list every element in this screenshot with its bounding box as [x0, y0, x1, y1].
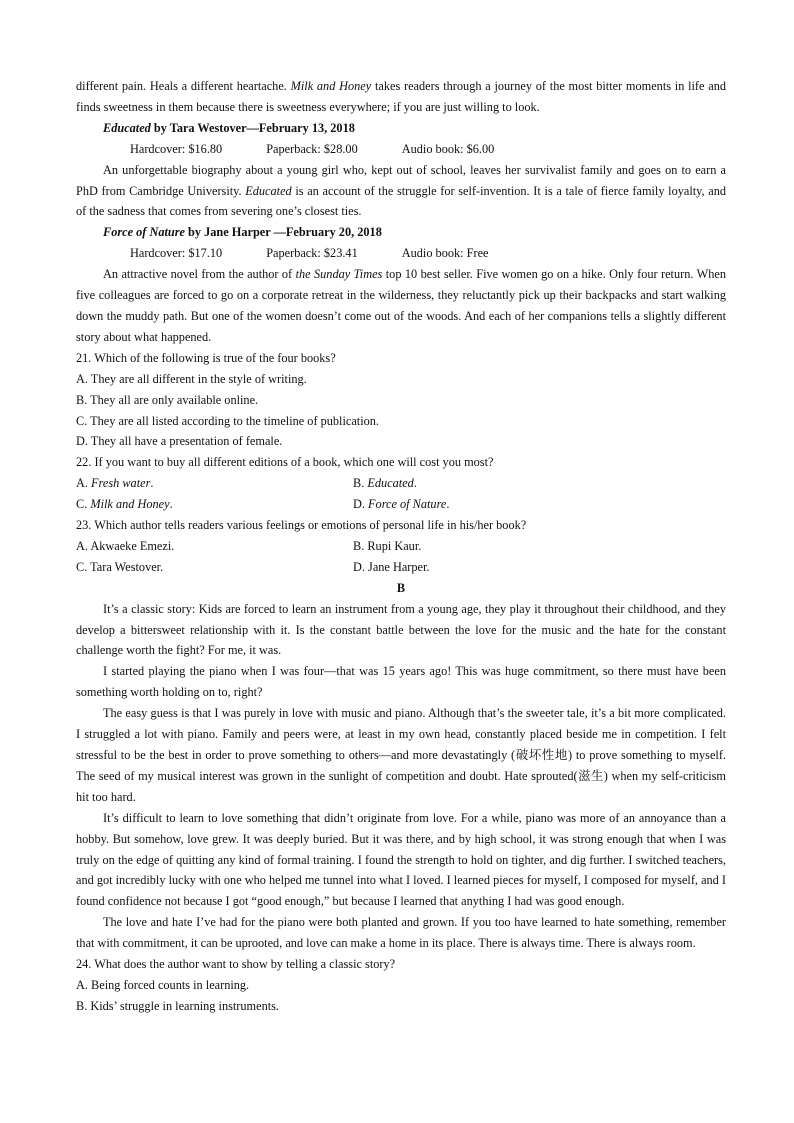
section-b-paragraph-4: It’s difficult to learn to love something that didn’t originate from love. For a while, piano was more of an annoyance than a hobby. But somehow, love grew. It was deeply buried. But it was there, and by high school, it was strong enough that when I was truly on the edge of quitting any kind of formal training. I found the strength to hold on tighter, and dig further. I switched teachers, and got incredibly lucky with one who helped me tunnel into what I loved. I learned pieces for myself, I composed for myself, and I found confidence not because I got “good enough,” but because I learned that anything I had was good enough. — [76, 810, 726, 909]
question-24-stem: 24. What does the author want to show by telling a classic story? — [76, 957, 396, 972]
paperback-price: Paperback: $23.41 — [266, 246, 358, 261]
intro-paragraph-tail — [76, 76, 726, 118]
book-heading-educated — [76, 118, 726, 139]
question-23-options-row-2 — [76, 557, 726, 578]
book-title: Educated — [103, 120, 151, 135]
question-22-option-d: D. Force of Nature. — [353, 497, 450, 512]
intro-book-title: Milk and Honey — [290, 79, 372, 93]
section-b-paragraph-3: The easy guess is that I was purely in love with music and piano. Although that’s the sweeter tale, it’s a bit more complicated. I struggled a lot with piano. Family and peers were, at least in my own head, constantly placed beside me in competition. I felt stressful to be the best in order to prove something to others—and more devastatingly (破坏性地) to prove something to myself. The seed of my musical interest was grown in the sunlight of competition and doubt. Hate sprouted(滋生) when my self-criticism hit too hard. — [76, 706, 726, 804]
hardcover-price: Hardcover: $16.80 — [130, 141, 223, 156]
section-b-paragraph-1: It’s a classic story: Kids are forced to learn an instrument from a young age, they play it throughout their childhood, and they develop a bittersweet relationship with it. Is the constant battle between the love for the music and the hate for the constant challenge worth the fight? For me, it was. — [76, 601, 726, 658]
intro-text-end: takes readers through a journey of the most bitter moments in life and finds sweetness in them because there is sweetness everywhere; if you are just willing to look. — [76, 79, 726, 114]
document-page — [76, 76, 726, 1017]
desc-text: An unforgettable biography about a young girl who, kept out of school, leaves her survivalist family and goes on to earn a PhD from Cambridge University. — [76, 162, 726, 198]
book-title: Force of Nature — [103, 225, 185, 240]
book-heading-force-of-nature — [76, 222, 726, 243]
hardcover-price: Hardcover: $17.10 — [130, 246, 223, 261]
desc-italic-title: Educated — [245, 183, 292, 198]
question-23-option-c: C. Tara Westover. — [76, 559, 164, 574]
book-byline: by Jane Harper —February 20, 2018 — [184, 225, 382, 240]
book-description-force-of-nature — [76, 264, 726, 348]
section-b-paragraph-2: I started playing the piano when I was four—that was 15 years ago! This was huge commitment, so there must have been something worth holding on to, right? — [76, 664, 726, 700]
question-21-option-a: A. They are all different in the style of writing. — [76, 371, 307, 386]
question-22-options-row-2 — [76, 494, 726, 515]
book-prices-educated — [76, 139, 726, 160]
desc-italic-title: the Sunday Times — [295, 267, 383, 282]
question-23-option-d: D. Jane Harper. — [353, 559, 430, 574]
question-23-option-a: A. Akwaeke Emezi. — [76, 538, 175, 553]
question-21-option-c: C. They are all listed according to the timeline of publication. — [76, 413, 380, 428]
intro-text: different pain. Heals a different heartache. — [76, 79, 291, 93]
book-prices-force-of-nature — [76, 243, 726, 264]
question-22-stem: 22. If you want to buy all different editions of a book, which one will cost you most? — [76, 455, 494, 470]
section-b-paragraph-5: The love and hate I’ve had for the piano were both planted and grown. If you too have learned to hate something, remember that with commitment, it can be uprooted, and love can make a home in its place. There is always time. There is always room. — [76, 915, 726, 951]
desc-text-end: is an account of the struggle for self-invention. It is a tale of fierce family loyalty, and of the sadness that comes from severing one’s closest ties. — [76, 183, 726, 219]
audio-price: Audio book: Free — [401, 246, 489, 261]
question-24-option-b: B. Kids’ struggle in learning instruments. — [76, 998, 279, 1013]
question-24-option-a: A. Being forced counts in learning. — [76, 977, 250, 992]
question-23-options-row-1 — [76, 536, 726, 557]
section-b-heading: B — [396, 580, 406, 595]
desc-text: An attractive novel from the author of — [103, 267, 296, 282]
audio-price: Audio book: $6.00 — [401, 141, 495, 156]
question-23-stem: 23. Which author tells readers various feelings or emotions of personal life in his/her book? — [76, 518, 527, 533]
question-23-option-b: B. Rupi Kaur. — [353, 538, 422, 553]
question-21-stem: 21. Which of the following is true of the four books? — [76, 350, 336, 365]
question-22-option-b: B. Educated. — [353, 476, 417, 491]
question-22-option-c: C. Milk and Honey. — [76, 497, 173, 512]
question-22-options-row-1 — [76, 473, 726, 494]
book-description-educated — [76, 160, 726, 223]
question-21-option-d: D. They all have a presentation of female. — [76, 434, 283, 449]
question-21-option-b: B. They all are only available online. — [76, 392, 259, 407]
desc-text-end: top 10 best seller. Five women go on a hike. Only four return. When five colleagues are forced to go on a corporate retreat in the wilderness, they reluctantly pick up their backpacks and start walking down the muddy path. But one of the women doesn’t come out of the woods. And each of her companions tells a slightly different story about what happened. — [76, 267, 726, 344]
book-byline: by Tara Westover—February 13, 2018 — [150, 120, 355, 135]
question-22-option-a: A. Fresh water. — [76, 476, 154, 491]
paperback-price: Paperback: $28.00 — [266, 141, 358, 156]
